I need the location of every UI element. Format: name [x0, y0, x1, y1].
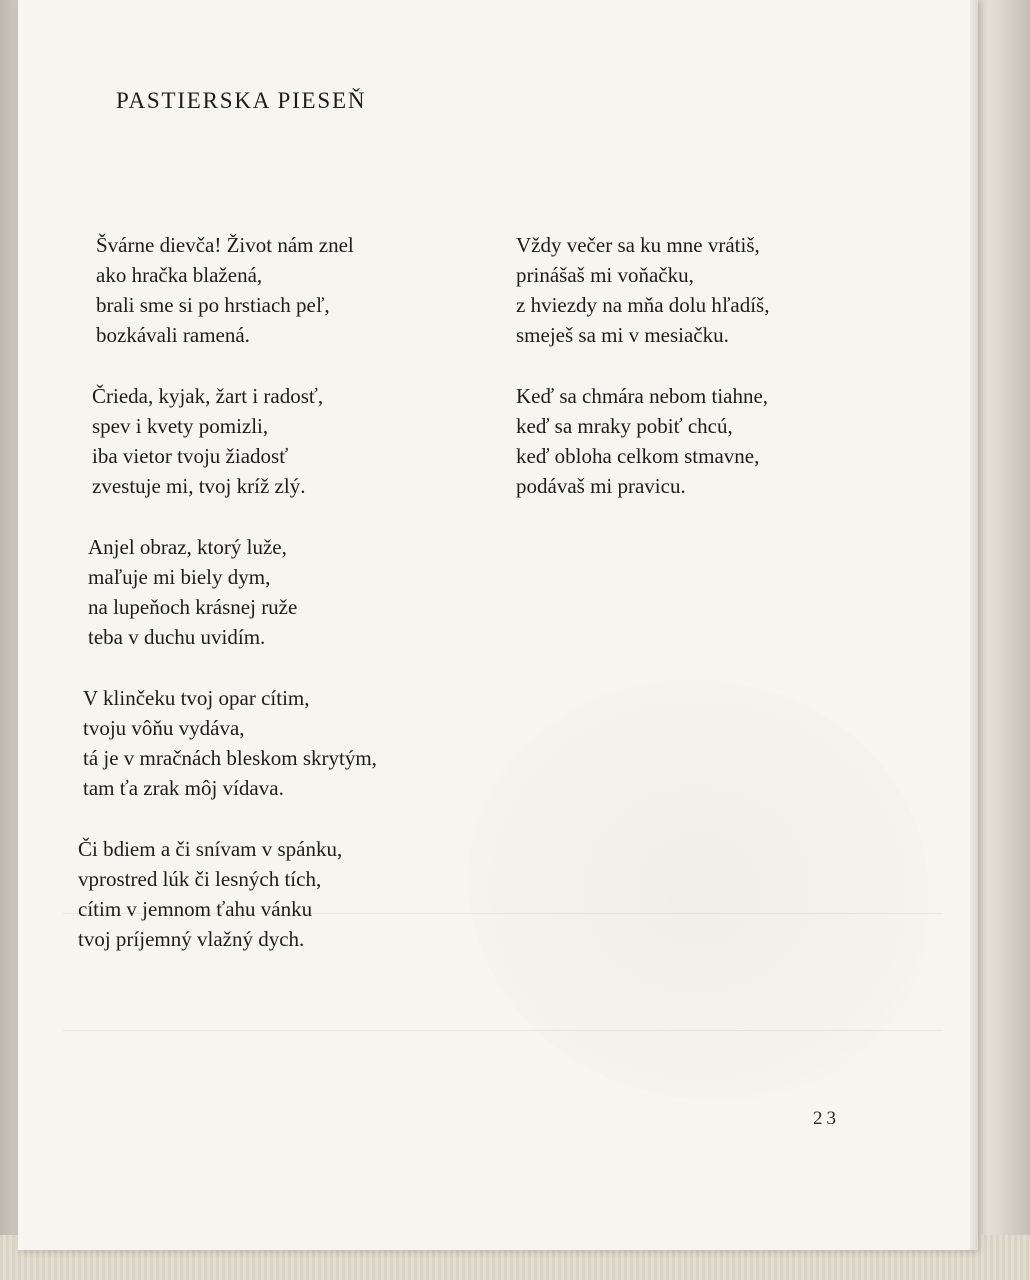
verse-line: Vždy večer sa ku mne vrátiš,: [516, 233, 760, 257]
verse-line: cítim v jemnom ťahu vánku: [78, 897, 313, 921]
verse-line: V klinčeku tvoj opar cítim,: [83, 686, 310, 710]
stanza: [516, 230, 769, 350]
page-edge: [970, 0, 978, 1250]
verse-line: Keď sa chmára nebom tiahne,: [516, 384, 769, 408]
verse-line: zvestuje mi, tvoj kríž zlý.: [92, 474, 306, 498]
verse-line: keď sa mraky pobiť chcú,: [516, 414, 733, 438]
verse-line: Črieda, kyjak, žart i radosť,: [92, 384, 324, 408]
poem-column-left: [78, 230, 377, 985]
book-page: [18, 0, 978, 1250]
poem-column-right: [516, 230, 769, 532]
verse-line: tvoj príjemný vlažný dych.: [78, 927, 305, 951]
verse-line: Anjel obraz, ktorý luže,: [88, 535, 287, 559]
verse-line: z hviezdy na mňa dolu hľadíš,: [516, 293, 770, 317]
verse-line: bozkávali ramená.: [96, 323, 250, 347]
page-number: 23: [813, 1108, 840, 1129]
verse-line: tá je v mračnách bleskom skrytým,: [83, 746, 377, 770]
verse-line: Či bdiem a či snívam v spánku,: [78, 837, 343, 861]
stanza: [78, 834, 377, 954]
stanza: [92, 381, 377, 501]
bleed-through-rule: [63, 1030, 943, 1031]
verse-line: na lupeňoch krásnej ruže: [88, 595, 298, 619]
verse-line: podávaš mi pravicu.: [516, 474, 686, 498]
verse-line: ako hračka blažená,: [96, 263, 263, 287]
verse-line: iba vietor tvoju žiadosť: [92, 444, 289, 468]
verse-line: vprostred lúk či lesných tích,: [78, 867, 322, 891]
verse-line: keď obloha celkom stmavne,: [516, 444, 760, 468]
bleed-through-illustration: [468, 680, 928, 1100]
verse-line: prinášaš mi voňačku,: [516, 263, 694, 287]
verse-line: tvoju vôňu vydáva,: [83, 716, 245, 740]
stanza: [516, 381, 769, 501]
verse-line: Švárne dievča! Život nám znel: [96, 233, 354, 257]
book-cover-edge: [975, 0, 1030, 1280]
poem-title: PASTIERSKA PIESEŇ: [116, 88, 367, 113]
stanza: [96, 230, 377, 350]
verse-line: maľuje mi biely dym,: [88, 565, 271, 589]
verse-line: tam ťa zrak môj vídava.: [83, 776, 284, 800]
verse-line: smeješ sa mi v mesiačku.: [516, 323, 729, 347]
stanza: [83, 683, 377, 803]
stanza: [88, 532, 377, 652]
verse-line: spev i kvety pomizli,: [92, 414, 269, 438]
verse-line: teba v duchu uvidím.: [88, 625, 266, 649]
verse-line: brali sme si po hrstiach peľ,: [96, 293, 330, 317]
